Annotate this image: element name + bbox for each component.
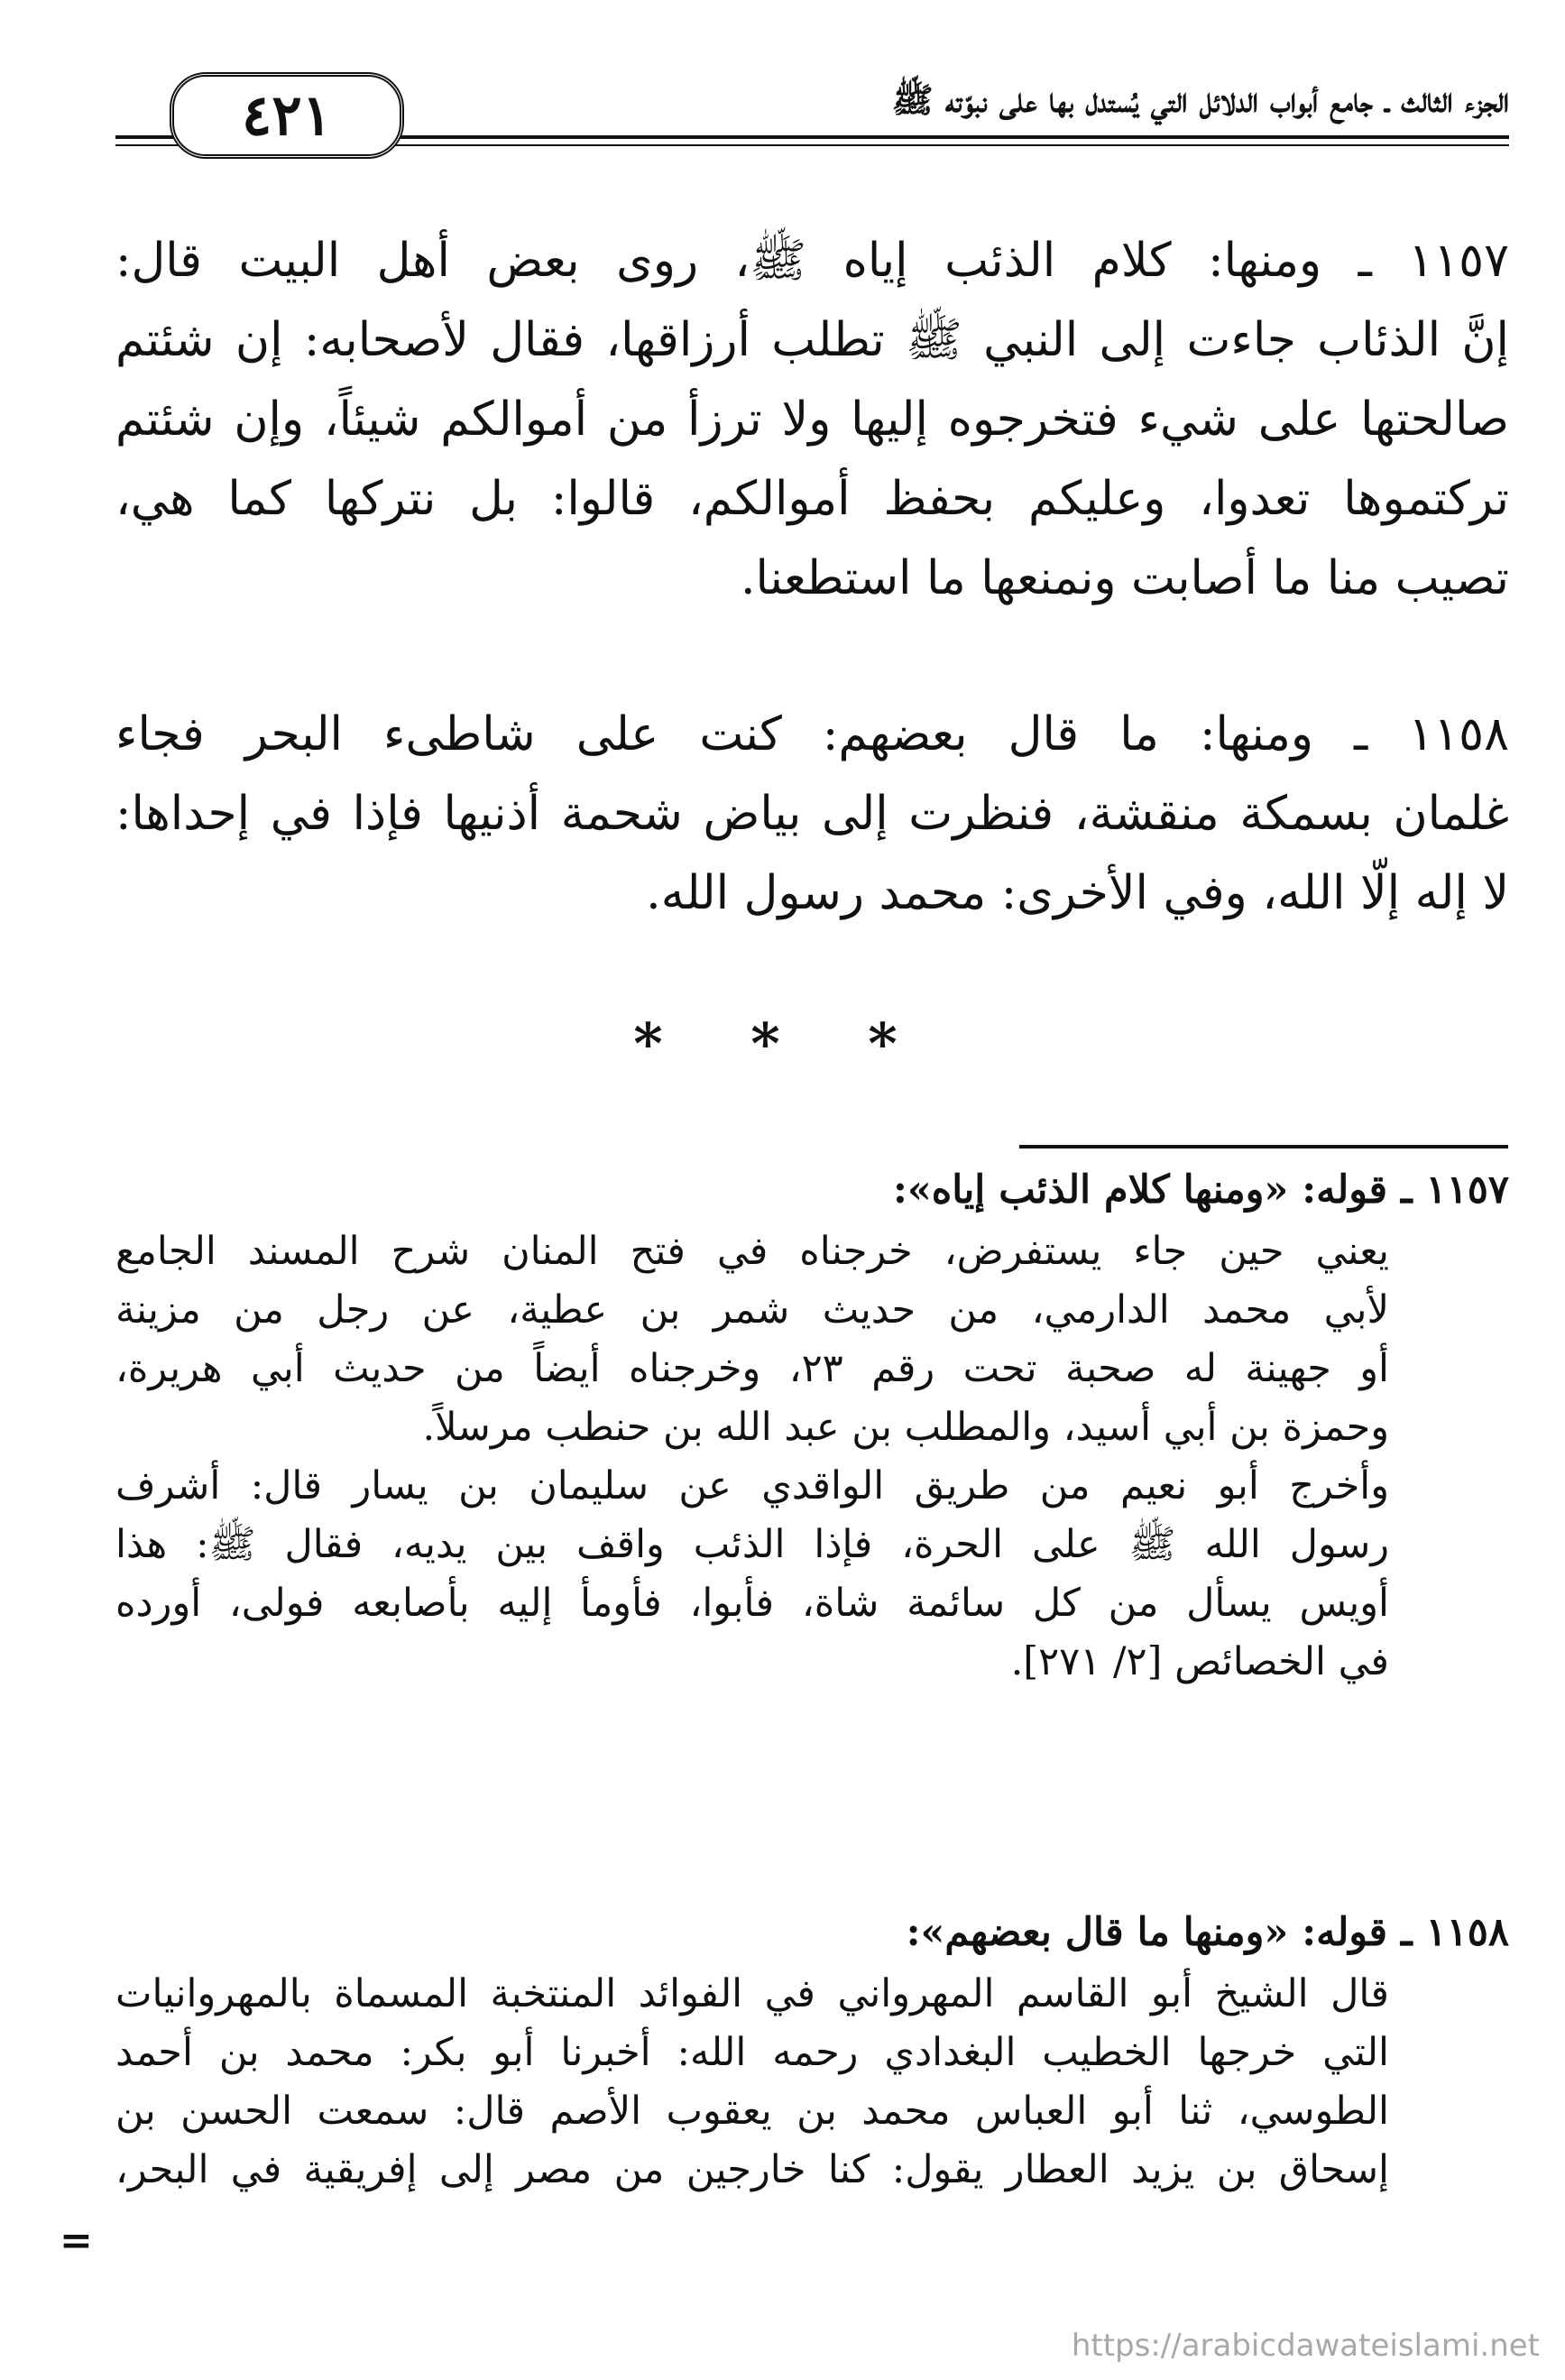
- section-separator: * * *: [633, 1010, 932, 1076]
- page-number: ٤٢١: [242, 82, 332, 148]
- footnote-line: الطوسي، ثنا أبو العباس محمد بن يعقوب الأصم قال: سمعت الحسن بن: [115, 2089, 1389, 2134]
- continuation-mark: =: [60, 2218, 93, 2264]
- footnote-line: لأبي محمد الدارمي، من حديث شمر بن عطية، عن رجل من مزينة: [115, 1287, 1389, 1333]
- footnote-1158-body: [115, 1965, 1389, 2200]
- text-line: تركتموها تعدوا، وعليكم بحفظ أموالكم، قالوا: بل نتركها كما هي،: [115, 472, 1509, 526]
- footnote-line: أويس يسأل من كل سائمة شاة، فأبوا، فأومأ إليه بأصابعه فولى، أورده: [115, 1581, 1389, 1626]
- page-number-frame: [170, 72, 404, 159]
- paragraph-1158: [115, 695, 1509, 933]
- watermark-url: https://arabicdawateislami.net: [1071, 2328, 1540, 2364]
- footnote-rule: [1019, 1145, 1508, 1148]
- footnote-line: إسحاق بن يزيد العطار يقول: كنا خارجين من مصر إلى إفريقية في البحر،: [115, 2147, 1389, 2192]
- running-title: الجزء الثالث ـ جامع أبواب الدلائل التي يُستدل بها على نبوّته ﷺ: [891, 79, 1509, 120]
- text-line: ١١٥٧ ـ ومنها: كلام الذئب إياه ﷺ، روى بعض أهل البيت قال:: [115, 234, 1509, 288]
- footnote-1158-heading: ١١٥٨ ـ قوله: «ومنها ما قال بعضهم»:: [906, 1910, 1509, 1955]
- footnote-1157-heading: ١١٥٧ ـ قوله: «ومنها كلام الذئب إياه»:: [892, 1167, 1509, 1213]
- footnote-line: وأخرج أبو نعيم من طريق الواقدي عن سليمان بن يسار قال: أشرف: [115, 1463, 1389, 1508]
- footnote-line: في الخصائص [٢/ ٢٧١].: [1010, 1639, 1389, 1684]
- footnote-line: قال الشيخ أبو القاسم المهرواني في الفوائد المنتخبة المسماة بالمهروانيات: [115, 1971, 1389, 2016]
- footnote-line: رسول الله ﷺ على الحرة، فإذا الذئب واقف بين يديه، فقال ﷺ: هذا: [115, 1522, 1389, 1567]
- page-header: [115, 72, 1509, 158]
- paragraph-1157: [115, 221, 1509, 618]
- text-line: صالحتها على شيء فتخرجوه إليها ولا ترزأ من أموالكم شيئاً، وإن شئتم: [115, 392, 1509, 447]
- text-line: ١١٥٨ ـ ومنها: ما قال بعضهم: كنت على شاطىء البحر فجاء: [115, 707, 1509, 761]
- text-line: لا إله إلّا الله، وفي الأخرى: محمد رسول الله.: [646, 866, 1509, 920]
- text-line: تصيب منا ما أصابت ونمنعها ما استطعنا.: [740, 551, 1509, 605]
- footnote-line: يعني حين جاء يستفرض، خرجناه في فتح المنان شرح المسند الجامع: [115, 1229, 1389, 1274]
- footnote-line: وحمزة بن أبي أسيد، والمطلب بن عبد الله بن حنطب مرسلاً.: [422, 1405, 1389, 1450]
- text-line: إنَّ الذئاب جاءت إلى النبي ﷺ تطلب أرزاقها، فقال لأصحابه: إن شئتم: [115, 313, 1509, 367]
- footnote-1157-body: [115, 1222, 1389, 1692]
- text-line: غلمان بسمكة منقشة، فنظرت إلى بياض شحمة أذنيها فإذا في إحداها:: [115, 787, 1509, 841]
- footnote-line: أو جهينة له صحبة تحت رقم ٢٣، وخرجناه أيضاً من حديث أبي هريرة،: [115, 1346, 1389, 1391]
- footnote-line: التي خرجها الخطيب البغدادي رحمه الله: أخبرنا أبو بكر: محمد بن أحمد: [115, 2030, 1389, 2075]
